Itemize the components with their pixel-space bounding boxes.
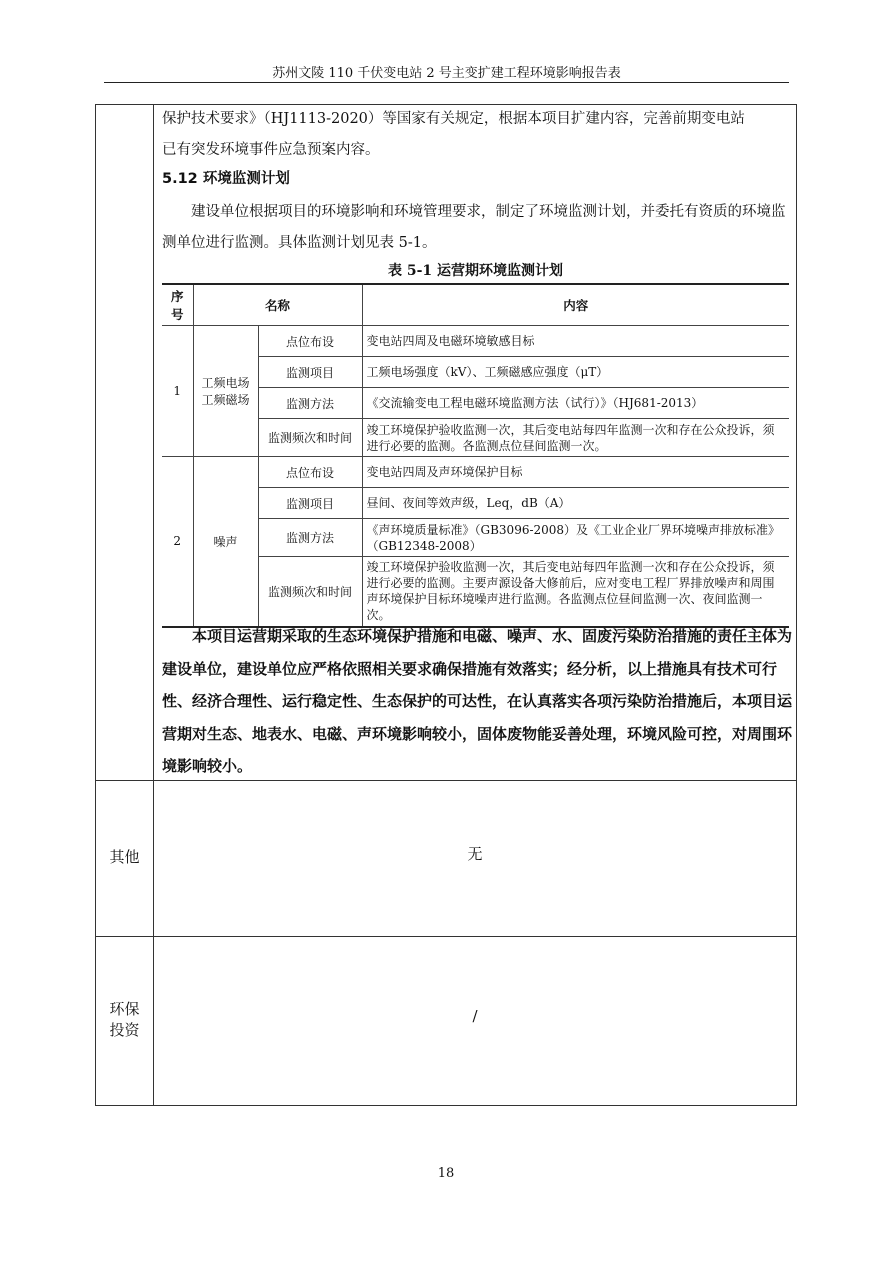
row-content: 变电站四周及声环境保护目标	[362, 457, 789, 488]
table-caption: 表 5-1 运营期环境监测计划	[387, 263, 564, 279]
group-name: 噪声	[193, 457, 258, 627]
header-name: 名称	[193, 284, 362, 326]
row-content: 《交流输变电工程电磁环境监测方法（试行）》（HJ681-2013）	[362, 388, 789, 419]
row-content: 昼间、夜间等效声级，Leq，dB（A）	[362, 488, 789, 519]
intro-line-2: 已有突发环境事件应急预案内容。	[162, 142, 380, 158]
table-header-row	[162, 284, 789, 326]
header-rule	[104, 82, 789, 83]
intro-text	[162, 104, 792, 166]
row-item: 监测方法	[258, 519, 362, 557]
section-title: 5.12 环境监测计划	[162, 171, 290, 187]
other-label: 其他	[109, 848, 140, 866]
header-no: 序号	[162, 284, 193, 326]
row-item: 监测频次和时间	[258, 557, 362, 627]
row-content: 变电站四周及电磁环境敏感目标	[362, 326, 789, 357]
conclusion-text: 本项目运营期采取的生态环境保护措施和电磁、噪声、水、固废污染防治措施的责任主体为建设单位，建设单位应严格依照相关要求确保措施有效落实；经分析，以上措施具有技术可行性、经济合理性、运行稳定性、生态保护的可达性，在认真落实各项污染防治措施后，本项目运营期对生态、地表水、电磁、声环境影响较小，固体废物能妥善处理，环境风险可控，对周围环境影响较小。	[162, 627, 793, 775]
row-item: 监测项目	[258, 488, 362, 519]
table-row	[162, 326, 789, 357]
section-paragraph	[162, 197, 792, 259]
investment-label: 环保 投资	[109, 1000, 140, 1039]
group-no: 1	[162, 326, 193, 457]
row-item: 监测项目	[258, 357, 362, 388]
conclusion-block	[162, 620, 792, 783]
table-row	[162, 457, 789, 488]
group-name: 工频电场 工频磁场	[193, 326, 258, 457]
row-item: 监测频次和时间	[258, 419, 362, 457]
column-divider	[153, 104, 154, 1106]
row-content: 工频电场强度（kV）、工频磁感应强度（μT）	[362, 357, 789, 388]
row-content: 竣工环境保护验收监测一次，其后变电站每四年监测一次和存在公众投诉，须进行必要的监测。主要声源设备大修前后，应对变电工程厂界排放噪声和周围声环境保护目标环境噪声进行监测。各监测点位昼间监测一次、夜间监测一次。	[362, 557, 789, 627]
row-content: 竣工环境保护验收监测一次，其后变电站每四年监测一次和存在公众投诉，须进行必要的监测。各监测点位昼间监测一次。	[362, 419, 789, 457]
page-header: 苏州文陵 110 千伏变电站 2 号主变扩建工程环境影响报告表	[272, 66, 621, 81]
row-item: 点位布设	[258, 326, 362, 357]
row-item: 监测方法	[258, 388, 362, 419]
monitoring-table	[162, 283, 789, 628]
row-content: 《声环境质量标准》（GB3096-2008）及《工业企业厂界环境噪声排放标准》（GB12348-2008）	[362, 519, 789, 557]
investment-value: /	[472, 1007, 478, 1025]
intro-line-1: 保护技术要求》（HJ1113-2020）等国家有关规定，根据本项目扩建内容，完善前期变电站	[162, 111, 745, 127]
header-content: 内容	[362, 284, 789, 326]
page-number: 18	[437, 1166, 455, 1181]
group-no: 2	[162, 457, 193, 627]
other-value: 无	[467, 845, 483, 863]
section-paragraph-text: 建设单位根据项目的环境影响和环境管理要求，制定了环境监测计划，并委托有资质的环境监测单位进行监测。具体监测计划见表 5-1。	[162, 204, 786, 251]
row-item: 点位布设	[258, 457, 362, 488]
row-divider-2	[95, 936, 797, 937]
